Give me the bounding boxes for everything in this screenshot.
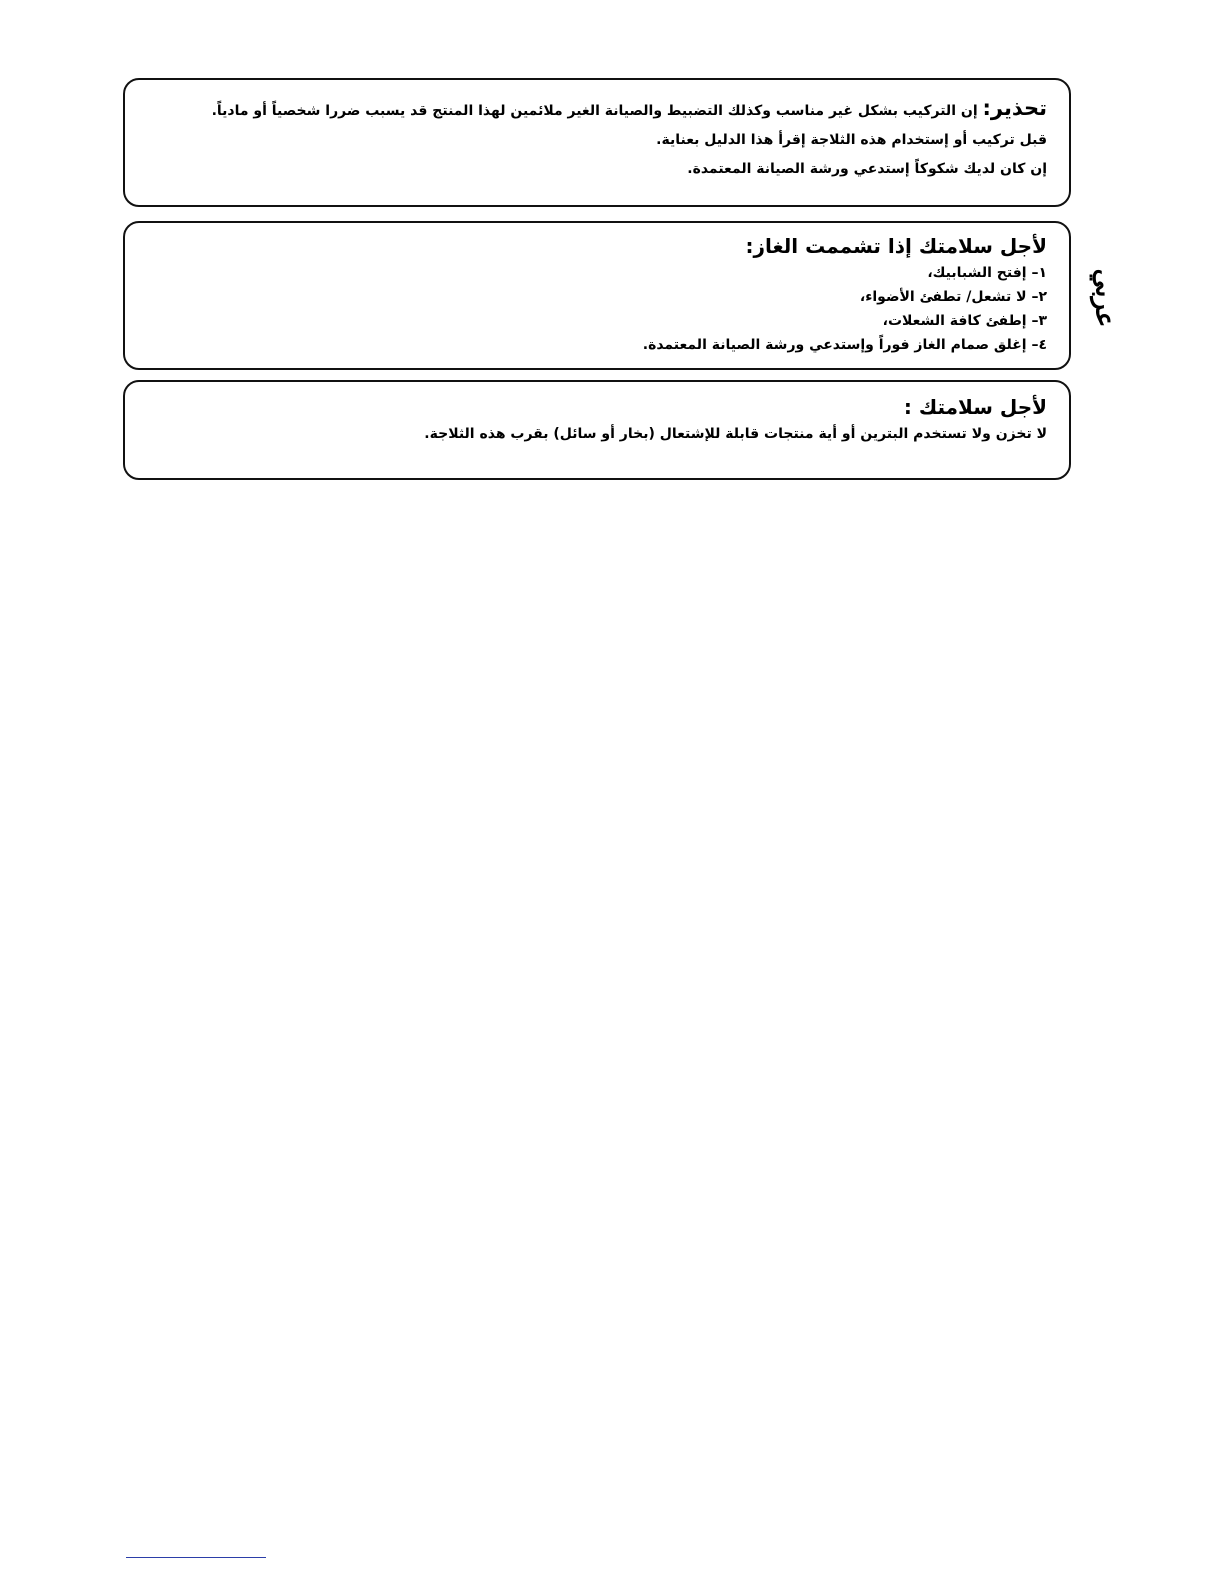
gas-safety-item-2: ٢– لا تشعل/ تطفئ الأضواء،: [859, 289, 1047, 305]
gas-safety-item-3: ٣– إطفئ كافة الشعلات،: [882, 313, 1047, 329]
warning-line-2: قبل تركيب أو إستخدام هذه الثلاجة إقرأ هذا الدليل بعناية.: [656, 132, 1047, 148]
warning-line-3: إن كان لديك شكوكاً إستدعي ورشة الصيانة المعتمدة.: [687, 161, 1047, 177]
language-side-label: [1084, 250, 1124, 346]
gas-safety-box: [123, 221, 1071, 370]
storage-safety-text: لا تخزن ولا تستخدم البترين أو أية منتجات قابلة للإشتعال (بخار أو سائل) بقرب هذه الثلاجة.: [424, 426, 1047, 442]
language-side-label-text: عربي: [1089, 268, 1119, 328]
gas-safety-item-1: ١– إفتح الشبابيك،: [927, 265, 1047, 281]
warning-line-1: [147, 94, 1047, 126]
warning-lead: تحذير:: [982, 96, 1047, 120]
storage-safety-box: [123, 380, 1071, 480]
footnote-rule: [126, 1557, 266, 1558]
warning-box: [123, 78, 1071, 207]
warning-line-1-text: إن التركيب بشكل غير مناسب وكذلك التضبيط والصيانة الغير ملائمين لهذا المنتج قد يسبب ضررا شخصياً أو مادياً.: [211, 103, 983, 119]
storage-safety-title: لأجل سلامتك :: [903, 395, 1047, 419]
gas-safety-item-4: ٤– إغلق صمام الغاز فوراً وإستدعي ورشة الصيانة المعتمدة.: [642, 337, 1047, 353]
gas-safety-title: لأجل سلامتك إذا تشممت الغاز:: [745, 234, 1047, 258]
